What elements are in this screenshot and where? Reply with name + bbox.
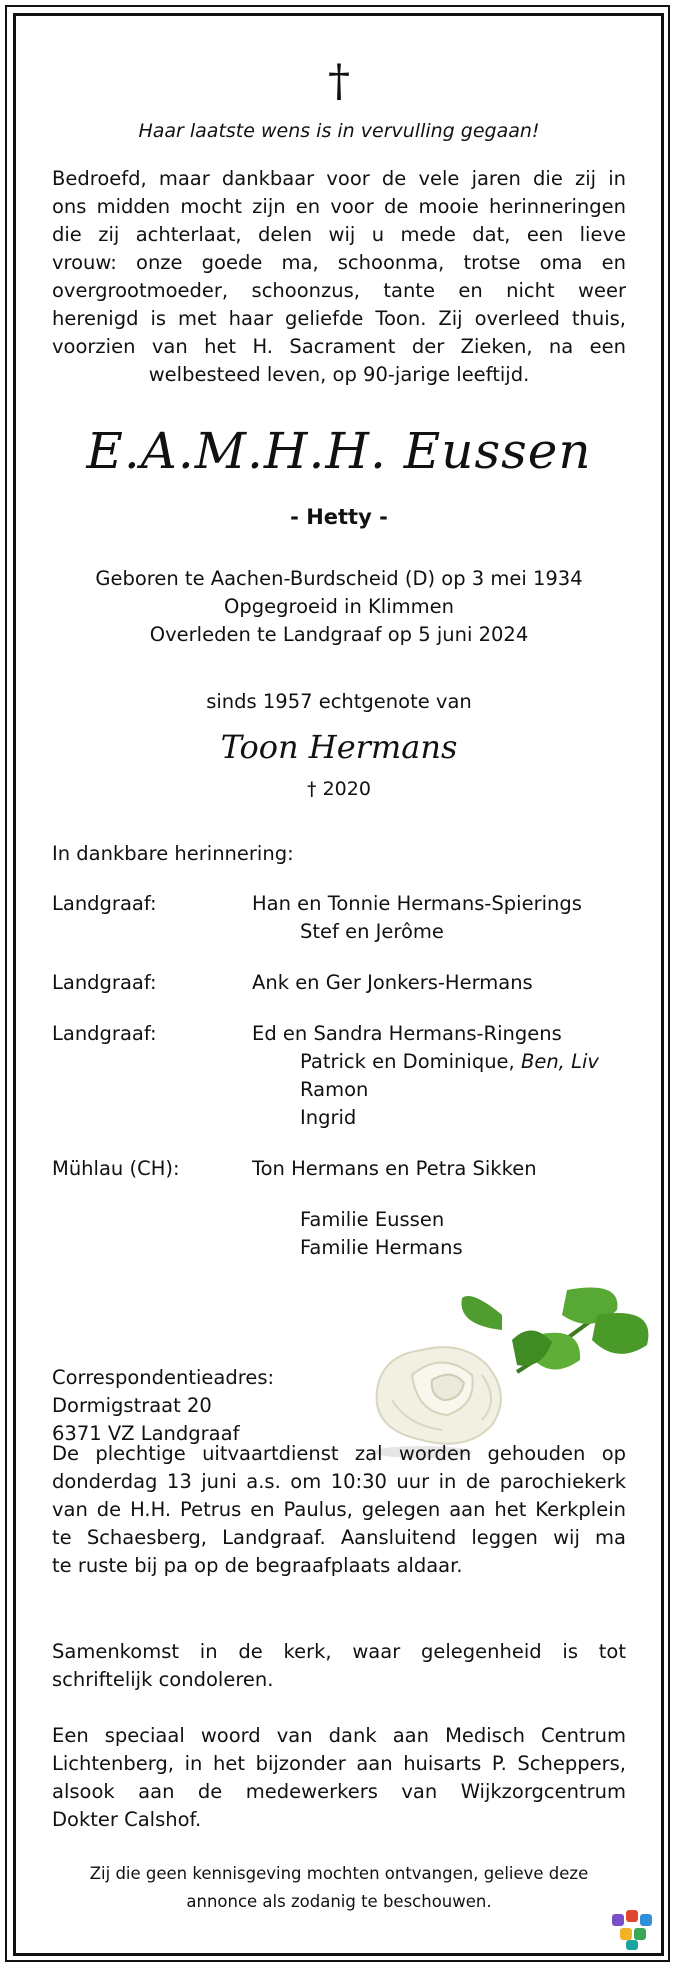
deceased-name: E.A.M.H.H. Eussen	[86, 422, 592, 480]
gathering-text	[52, 1638, 626, 1694]
service-line: donderdag 13 juni a.s. om 10:30 uur in de parochiekerk	[52, 1470, 626, 1493]
intro-line: vrouw: onze goede ma, schoonma, trotse oma en	[52, 251, 626, 274]
family-entry	[52, 1155, 626, 1183]
thanks-text	[52, 1722, 626, 1834]
service-text	[52, 1440, 626, 1580]
family-place: Landgraaf:	[52, 892, 157, 915]
family-extra-line: Familie Eussen	[300, 1208, 445, 1231]
family-extra-line: Familie Hermans	[300, 1236, 463, 1259]
spouse-death: † 2020	[307, 778, 371, 800]
family-names: Ed en Sandra Hermans-Ringens	[252, 1022, 562, 1045]
family-entry	[52, 890, 626, 946]
gathering-line: Samenkomst in de kerk, waar gelegenheid is tot	[52, 1640, 626, 1663]
death-line: Overleden te Landgraaf op 5 juni 2024	[149, 623, 529, 646]
nickname: - Hetty -	[290, 505, 388, 529]
family-names: Ton Hermans en Petra Sikken	[252, 1157, 537, 1180]
intro-line: overgrootmoeder, schoonzus, tante en nicht weer	[52, 279, 626, 302]
notice-line: Zij die geen kennisgeving mochten ontvangen, gelieve deze	[89, 1864, 589, 1883]
thanks-label: In dankbare herinnering:	[52, 842, 294, 865]
thanks-line: alsook aan de medewerkers van Wijkzorgcentrum	[52, 1780, 626, 1803]
service-line: te ruste bij pa op de begraafplaats aldaar.	[52, 1554, 463, 1577]
family-subnames	[300, 1048, 626, 1076]
notice-text	[52, 1860, 626, 1916]
intro-line: voorzien van het H. Sacrament der Zieken, na een	[52, 335, 626, 358]
family-subnames: Ramon	[300, 1078, 369, 1101]
correspondence-label: Correspondentieadres:	[52, 1366, 275, 1389]
bio	[52, 565, 626, 649]
thanks-line: Een speciaal woord van dank aan Medisch Centrum	[52, 1724, 626, 1747]
family-subnames-italic: Ben, Liv	[520, 1050, 599, 1073]
service-line: De plechtige uitvaartdienst zal worden gehouden op	[52, 1442, 626, 1465]
service-line: van de H.H. Petrus en Paulus, gelegen aan het Kerkplein	[52, 1498, 626, 1521]
notice-line: annonce als zodanig te beschouwen.	[186, 1892, 492, 1911]
birth-line: Geboren te Aachen-Burdscheid (D) op 3 mei 1934	[95, 567, 583, 590]
correspondence-street: Dormigstraat 20	[52, 1394, 212, 1417]
family-subnames: Stef en Jerôme	[300, 920, 444, 943]
cross-icon: †	[328, 56, 350, 107]
white-rose-image	[352, 1280, 672, 1460]
correspondence-city: 6371 VZ Landgraaf	[52, 1422, 240, 1445]
intro-line: welbesteed leven, op 90-jarige leeftijd.	[148, 363, 530, 386]
spouse-name: Toon Hermans	[220, 728, 458, 766]
intro-line: ons midden mocht zijn en voor de mooie herinneringen	[52, 195, 626, 218]
publisher-logo-icon	[610, 1902, 660, 1952]
intro-line: die zij achterlaat, delen wij u mede dat, een lieve	[52, 223, 626, 246]
family-subnames-text: Patrick en Dominique,	[300, 1050, 521, 1073]
family-list	[52, 890, 626, 1262]
family-entry	[52, 1020, 626, 1132]
family-names: Han en Tonnie Hermans-Spierings	[252, 892, 582, 915]
intro-text	[52, 165, 626, 389]
thanks-line: Dokter Calshof.	[52, 1808, 202, 1831]
family-entry	[52, 969, 626, 997]
family-subnames: Ingrid	[300, 1106, 357, 1129]
thanks-line: Lichtenberg, in het bijzonder aan huisarts P. Scheppers,	[52, 1752, 626, 1775]
family-extra	[52, 1206, 626, 1262]
family-place: Mühlau (CH):	[52, 1157, 180, 1180]
correspondence-address	[52, 1364, 274, 1448]
family-names: Ank en Ger Jonkers-Hermans	[252, 971, 533, 994]
service-line: te Schaesberg, Landgraaf. Aansluitend leggen wij ma	[52, 1526, 626, 1549]
family-place: Landgraaf:	[52, 1022, 157, 1045]
family-place: Landgraaf:	[52, 971, 157, 994]
spouse-intro: sinds 1957 echtgenote van	[206, 690, 472, 713]
intro-line: herenigd is met haar geliefde Toon. Zij overleed thuis,	[52, 307, 626, 330]
motto: Haar laatste wens is in vervulling gegaan!	[138, 120, 540, 142]
gathering-line: schriftelijk condoleren.	[52, 1668, 274, 1691]
raised-line: Opgegroeid in Klimmen	[224, 595, 454, 618]
intro-line: Bedroefd, maar dankbaar voor de vele jaren die zij in	[52, 167, 626, 190]
